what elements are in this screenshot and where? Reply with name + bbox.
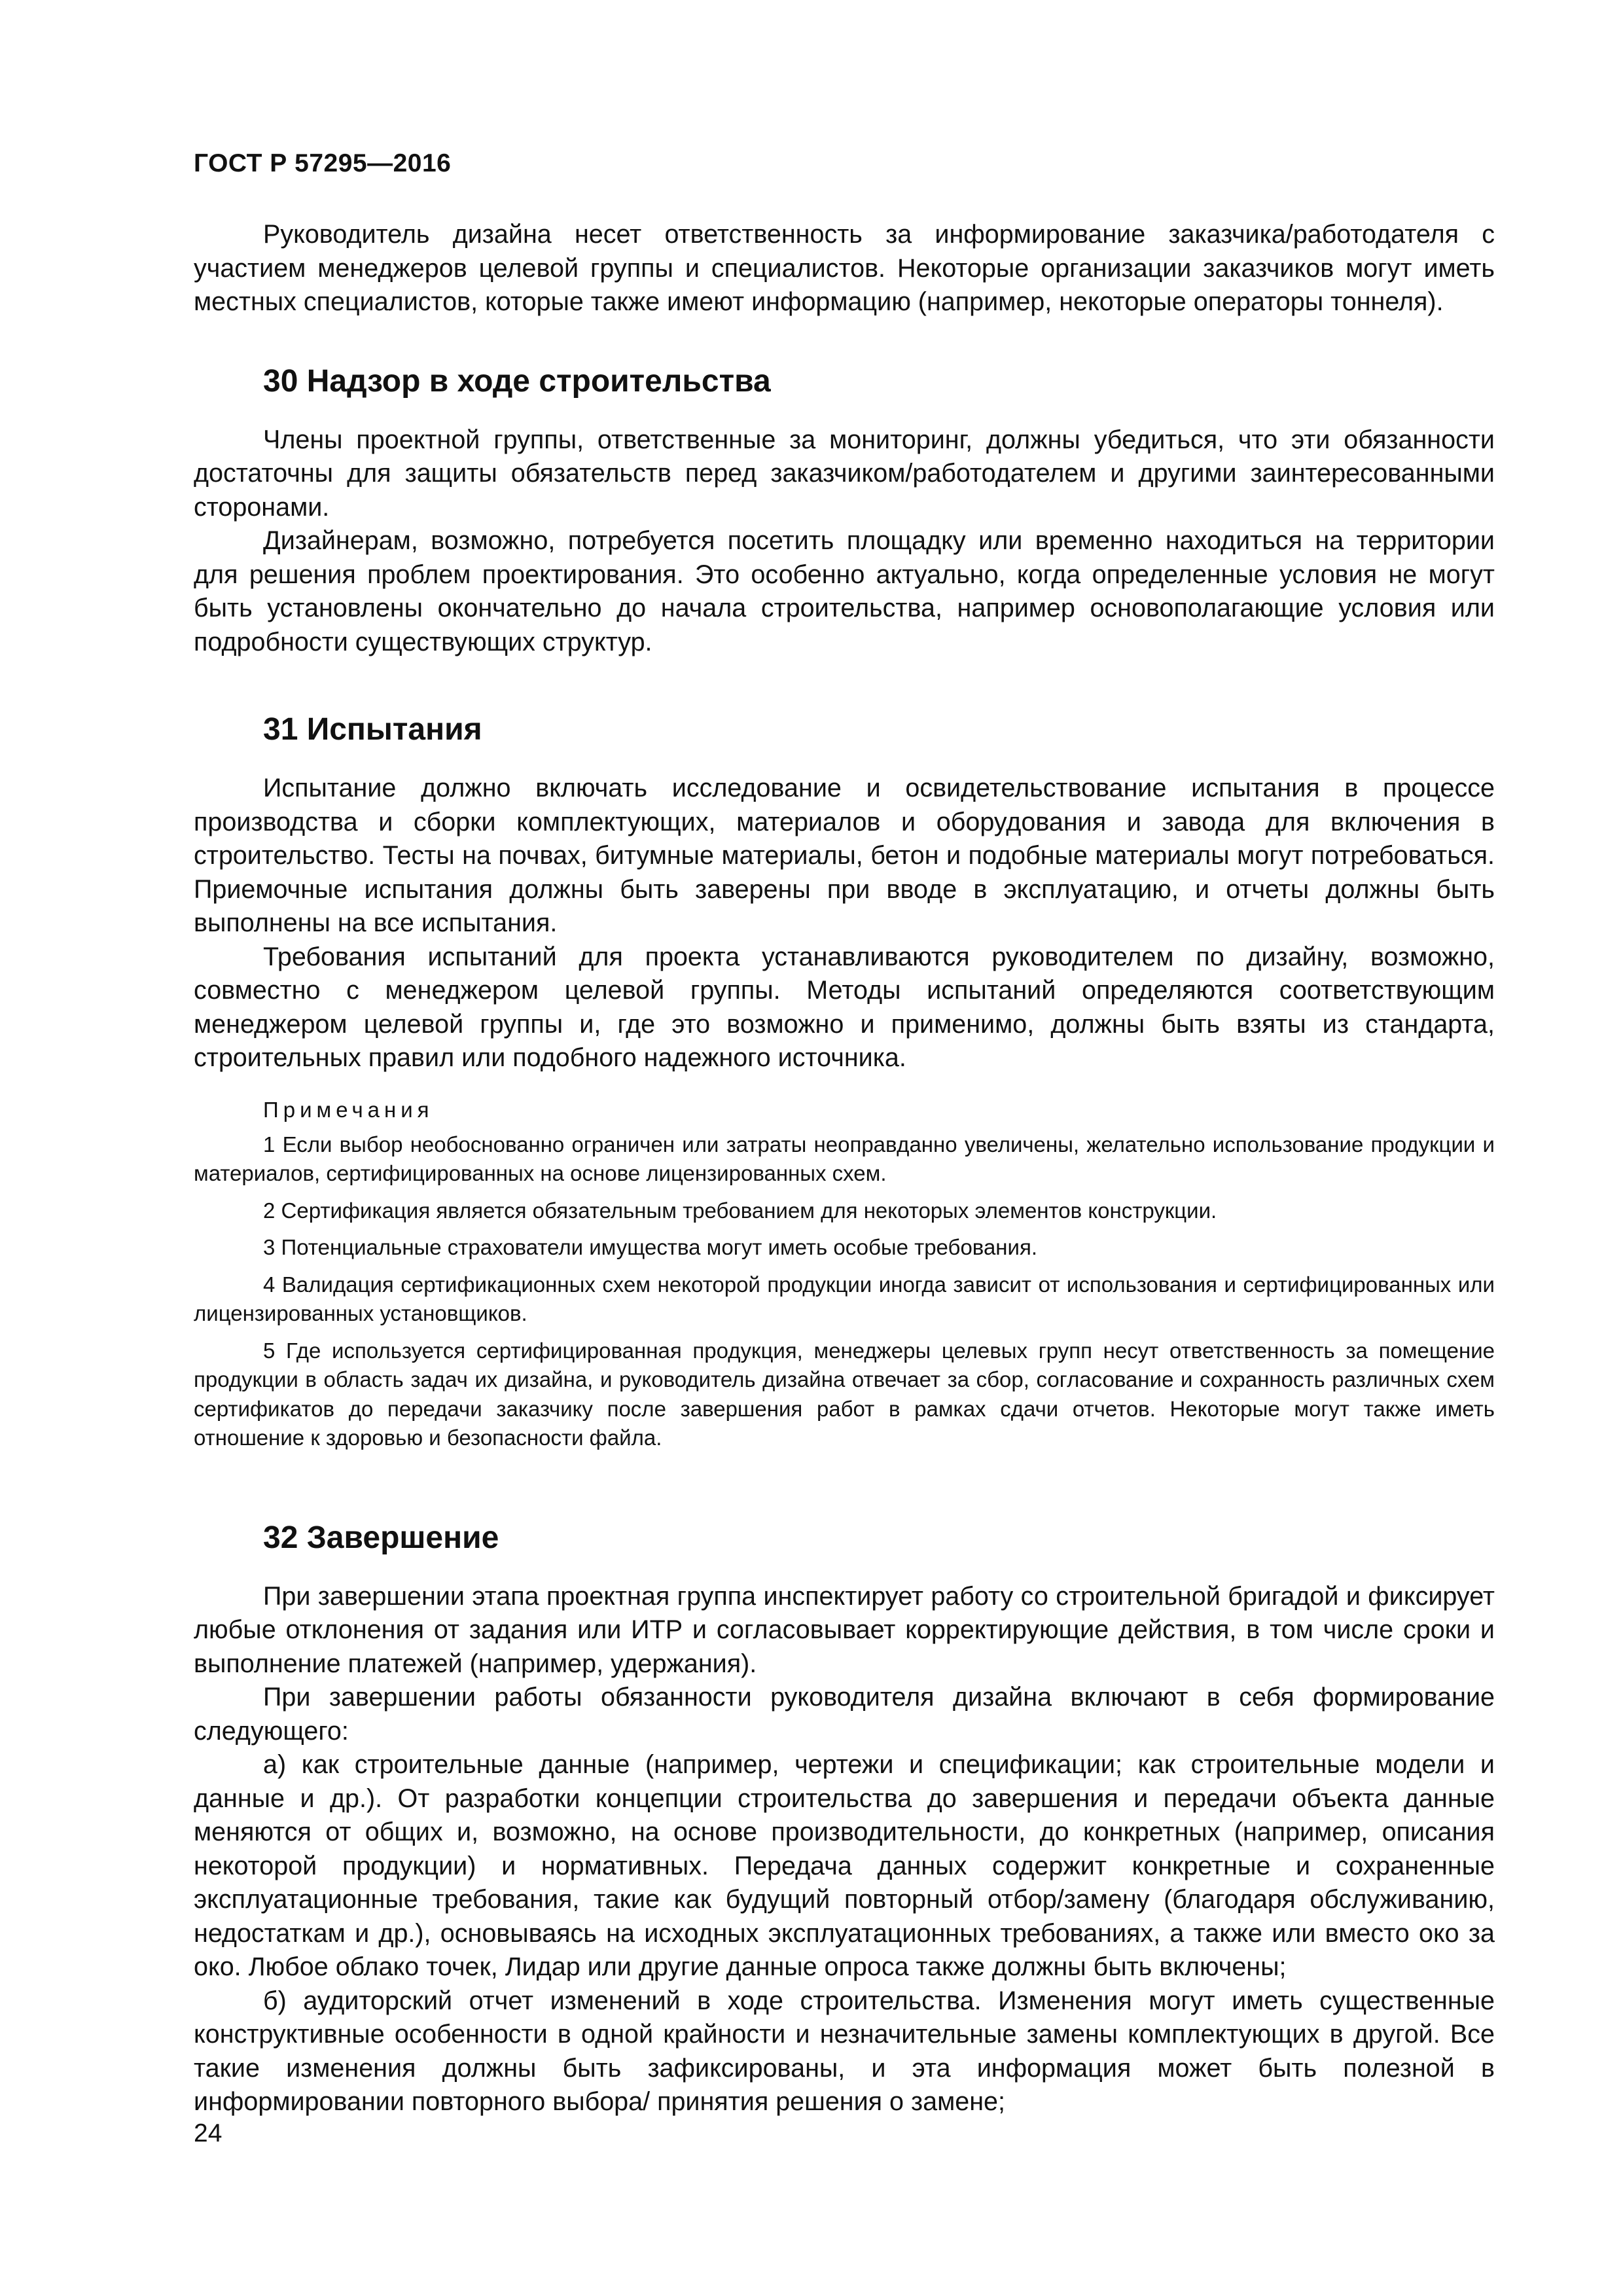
note-item: 2 Сертификация является обязательным требованием для некоторых элементов конструкции. (263, 1198, 1217, 1223)
list-item-a: а) как строительные данные (например, чертежи и спецификации; как строительные модели и данные и др.). От разработки концепции строительства до завершения и передачи объекта данные меняются от общих и, возможно, на основе производительности, до конкретных (например, описания некоторой продукции) и нормативных. Передача данных содержит конкретные и сохраненные эксплуатационные требования, такие как будущий повторный отбор/замену (благодаря обслуживанию, недостаткам и др.), основываясь на исходных эксплуатационных требованиях, а также или вместо око за око. Любое облако точек, Лидар или другие данные опроса также должны быть включены; (194, 1750, 1495, 1981)
paragraph: При завершении работы обязанности руководителя дизайна включают в себя формирование следующего: (194, 1683, 1495, 1746)
list-item-b: б) аудиторский отчет изменений в ходе строительства. Изменения могут иметь существенные конструктивные особенности в одной крайности и незначительные замены комплектующих в другой. Все такие изменения должны быть зафиксированы, и эта информация может быть полезной в информировании повторного выбора/ принятия решения о замене; (194, 1986, 1495, 2116)
section-31 (194, 710, 1495, 1453)
section-heading: 32 Завершение (263, 1520, 499, 1555)
paragraph: Дизайнерам, возможно, потребуется посетить площадку или временно находиться на территории для решения проблем проектирования. Это особенно актуально, когда определенные условия не могут быть установлены окончательно до начала строительства, например основополагающие условия или подробности существующих структур. (194, 526, 1495, 656)
notes-title: Примечания (263, 1097, 434, 1122)
notes-block (194, 1095, 1495, 1453)
section-heading: 30 Надзор в ходе строительства (263, 363, 771, 399)
note-item: 5 Где используется сертифицированная продукция, менеджеры целевых групп несут ответственность за помещение продукции в область задач их дизайна, и руководитель дизайна отвечает за сбор, согласование и сохранность различных схем сертификатов до передачи заказчику после завершения работ в рамках сдачи отчетов. Некоторые могут также иметь отношение к здоровью и безопасности файла. (194, 1338, 1495, 1450)
paragraph: Требования испытаний для проекта устанавливаются руководителем по дизайну, возможно, совместно с менеджером целевой группы. Методы испытаний определяются соответствующим менеджером целевой группы и, где это возможно и применимо, должны быть взяты из стандарта, строительных правил или подобного надежного источника. (194, 942, 1495, 1072)
note-item: 3 Потенциальные страхователи имущества могут иметь особые требования. (263, 1235, 1038, 1259)
paragraph: При завершении этапа проектная группа инспектирует работу со строительной бригадой и фиксирует любые отклонения от задания или ИТР и согласовывает корректирующие действия, в том числе сроки и выполнение платежей (например, удержания). (194, 1581, 1495, 1678)
paragraph: Испытание должно включать исследование и освидетельствование испытания в процессе производства и сборки комплектующих, материалов и оборудования и завода для включения в строительство. Тесты на почвах, битумные материалы, бетон и подобные материалы могут потребоваться. Приемочные испытания должны быть заверены при вводе в эксплуатацию, и отчеты должны быть выполнены на все испытания. (194, 774, 1495, 937)
section-30 (194, 362, 1495, 660)
intro-section (194, 218, 1495, 319)
note-item: 1 Если выбор необоснованно ограничен или затраты неоправданно увеличены, желательно использование продукции и материалов, сертифицированных на основе лицензированных схем. (194, 1132, 1495, 1185)
section-32 (194, 1518, 1495, 2119)
paragraph: Руководитель дизайна несет ответственность за информирование заказчика/работодателя с участием менеджеров целевой группы и специалистов. Некоторые организации заказчиков могут иметь местных специалистов, которые также имеют информацию (например, некоторые операторы тоннеля). (194, 220, 1495, 316)
note-item: 4 Валидация сертификационных схем некоторой продукции иногда зависит от использования и сертифицированных или лицензированных установщиков. (194, 1272, 1495, 1325)
page-number: 24 (194, 2119, 223, 2147)
document-standard-id: ГОСТ Р 57295—2016 (194, 149, 452, 177)
document-body (194, 218, 1495, 2119)
paragraph: Члены проектной группы, ответственные за мониторинг, должны убедиться, что эти обязанности достаточны для защиты обязательств перед заказчиком/работодателем и другими заинтересованными сторонами. (194, 425, 1495, 522)
section-heading: 31 Испытания (263, 712, 482, 747)
